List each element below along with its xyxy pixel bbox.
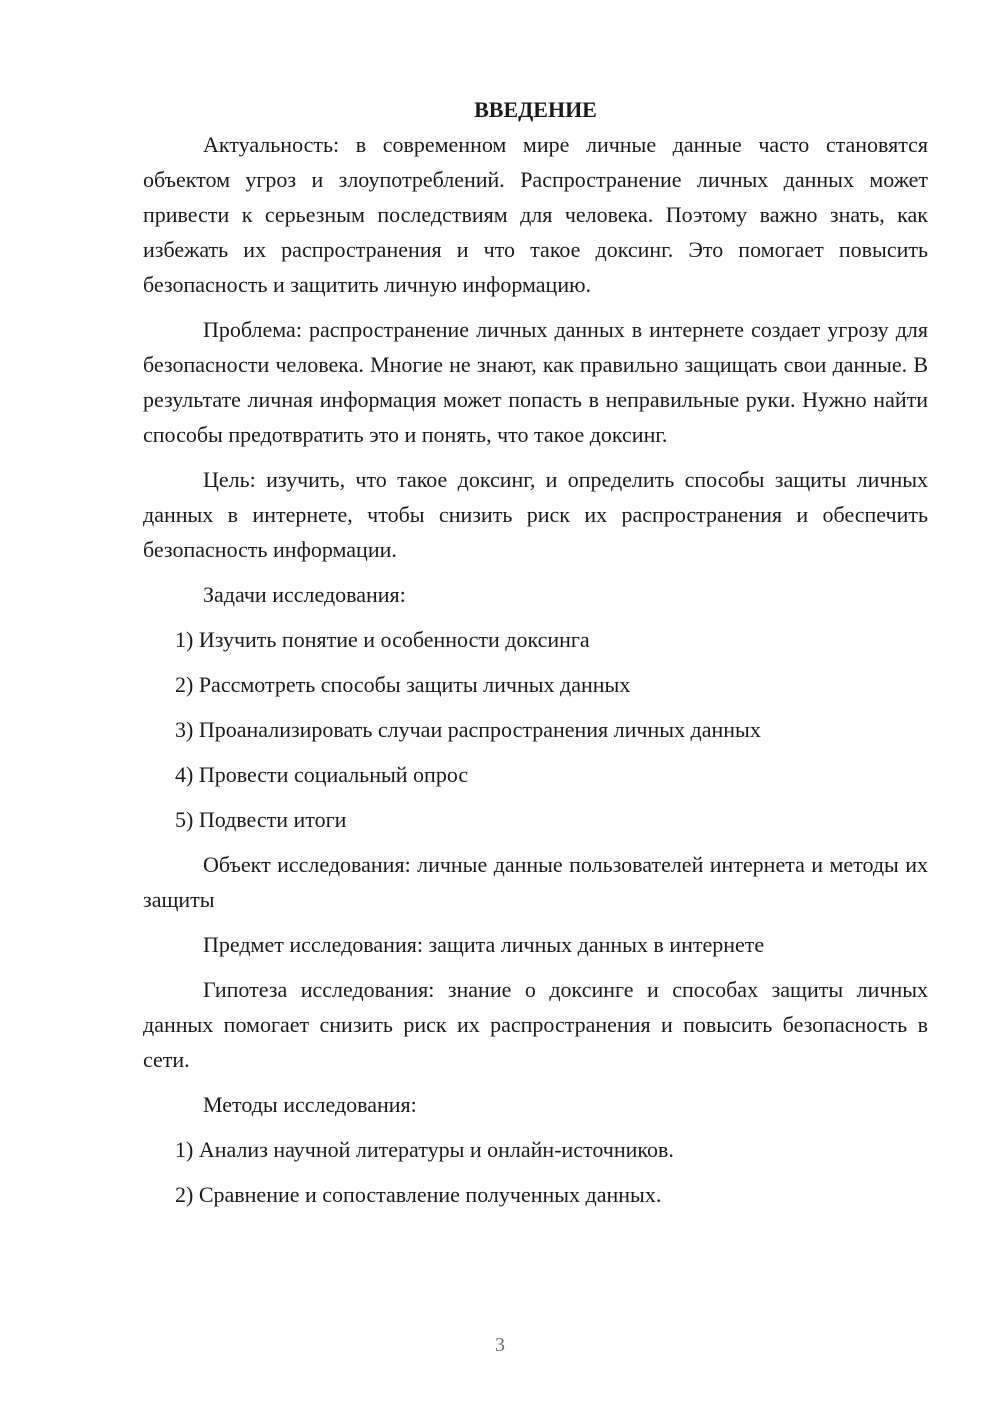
method-item: 2) Сравнение и сопоставление полученных данных. [175,1182,662,1207]
relevance-paragraph: Актуальность: в современном мире личные данные часто становятся объектом угроз и злоупотреблений. Распространение личных данных может привести к серьезным последствиям для человека. Поэтому важно знать, как избежать их распространения и что такое доксинг. Это помогает повысить безопасность и защитить личную информацию. [143,132,928,297]
object-paragraph: Объект исследования: личные данные пользователей интернета и методы их защиты [143,852,928,912]
page-number: 3 [495,1334,505,1356]
tasks-list [143,622,928,837]
task-item: 2) Рассмотреть способы защиты личных данных [175,672,631,697]
methods-list [143,1132,928,1212]
tasks-heading: Задачи исследования: [203,582,406,607]
task-item: 3) Проанализировать случаи распространения личных данных [175,717,761,742]
document-title: ВВЕДЕНИЕ [474,97,597,122]
problem-paragraph: Проблема: распространение личных данных в интернете создает угрозу для безопасности человека. Многие не знают, как правильно защищать свои данные. В результате личная информация может попасть в неправильные руки. Нужно найти способы предотвратить это и понять, что такое доксинг. [143,317,928,447]
methods-heading: Методы исследования: [203,1092,417,1117]
task-item: 1) Изучить понятие и особенности доксинга [175,627,590,652]
document-page [143,92,928,1212]
goal-paragraph: Цель: изучить, что такое доксинг, и определить способы защиты личных данных в интернете, чтобы снизить риск их распространения и обеспечить безопасность информации. [143,467,928,562]
method-item: 1) Анализ научной литературы и онлайн-источников. [175,1137,674,1162]
subject-paragraph: Предмет исследования: защита личных данных в интернете [203,932,765,957]
task-item: 5) Подвести итоги [175,807,347,832]
task-item: 4) Провести социальный опрос [175,762,469,787]
hypothesis-paragraph: Гипотеза исследования: знание о доксинге и способах защиты личных данных помогает снизить риск их распространения и повысить безопасность в сети. [143,977,928,1072]
